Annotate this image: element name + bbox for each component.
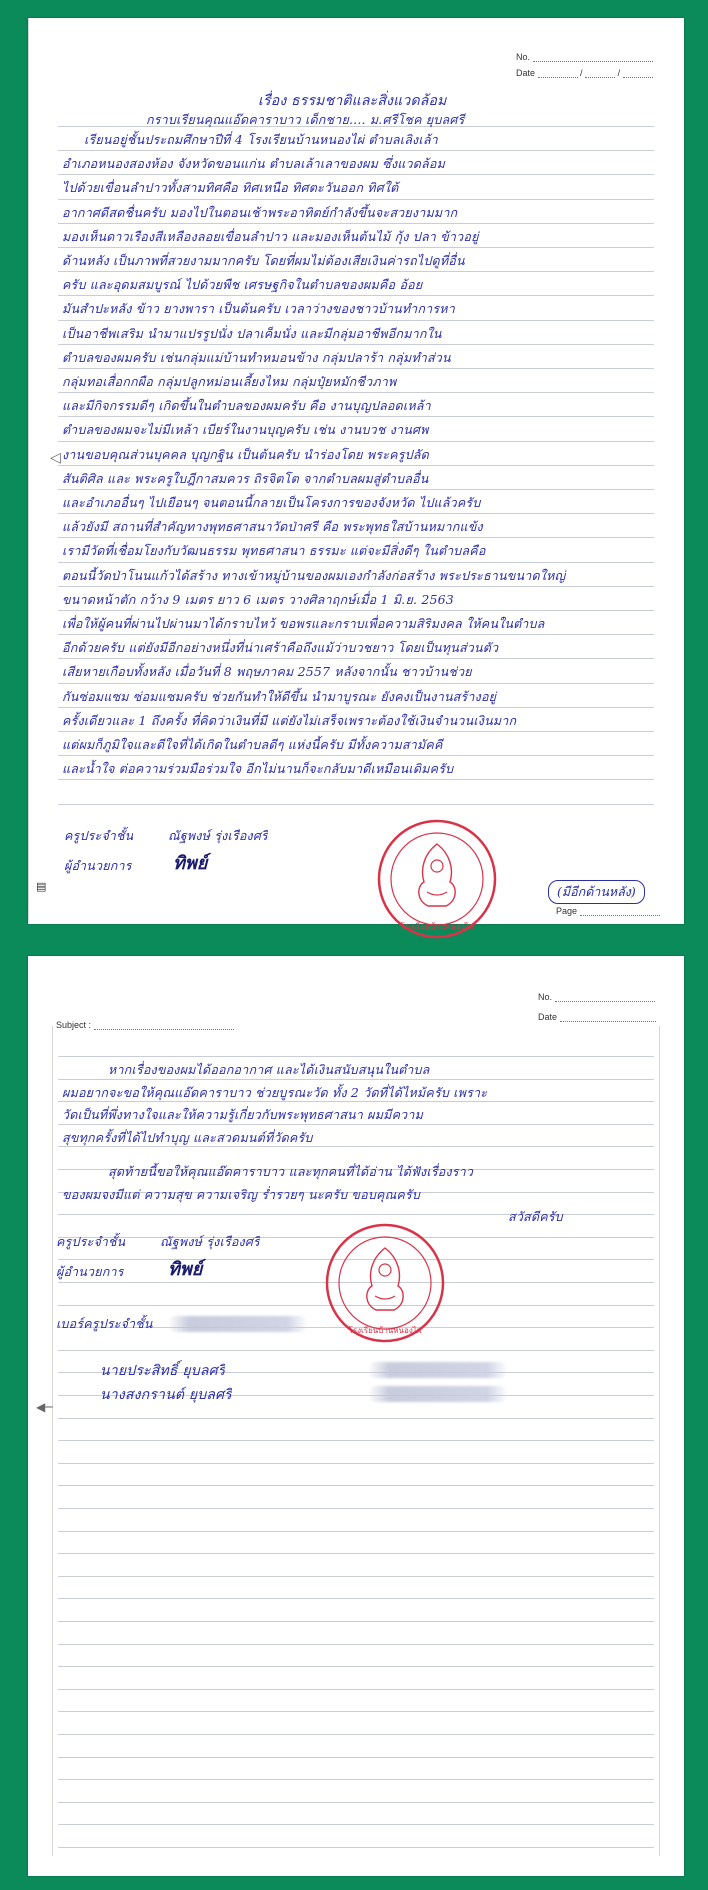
rule-line	[58, 683, 654, 684]
body-line: เรียนอยู่ชั้นประถมศึกษาปีที่ 4 โรงเรียนบ้านหนองไผ่ ตำบลเลิงเล้า	[84, 132, 438, 147]
body-line: ไปด้วยเขื่อนลำปาวทั้งสามทิศคือ ทิศเหนือ ทิศตะวันออก ทิศใต้	[62, 180, 399, 196]
rule-line	[58, 634, 654, 635]
body-line: ครับ และอุดมสมบูรณ์ ไปด้วยพืช เศรษฐกิจในตำบลของผมคือ อ้อย	[62, 277, 423, 293]
school-seal-icon	[372, 814, 502, 944]
body-line: และมีกิจกรรมดีๆ เกิดขึ้นในตำบลของผมครับ คือ งานบุญปลอดเหล้า	[62, 398, 431, 414]
rule-line	[58, 755, 654, 756]
rule-line	[58, 1666, 654, 1667]
rule-line	[58, 1711, 654, 1712]
rule-line	[58, 1463, 654, 1464]
rule-line	[58, 465, 654, 466]
rule-line	[58, 416, 654, 417]
rule-line	[58, 1576, 654, 1577]
subject-label: Subject :	[56, 1020, 92, 1030]
body-line: อำเภอหนองสองห้อง จังหวัดขอนแก่น ตำบลเล้าเลาของผม ซึ่งแวดล้อม	[62, 156, 446, 172]
date-field	[538, 1012, 656, 1022]
seal-text: โรงเรียนบ้านหนองไผ่	[348, 1326, 422, 1335]
rule-line	[58, 1802, 654, 1803]
rule-line	[58, 1553, 654, 1554]
number-field	[538, 992, 655, 1002]
right-margin-line	[659, 1026, 660, 1856]
body-line: ตอนนี้วัดป่าโนนแก้วได้สร้าง ทางเข้าหมู่บ้านของผมเองกำลังก่อสร้าง พระประธานขนาดใหญ่	[62, 567, 566, 583]
teacher-label: ครูประจำชั้น	[64, 828, 134, 843]
body-line: กลุ่มทอเสื่อกกผือ กลุ่มปลูกหม่อนเลี้ยงไหม กลุ่มปุ๋ยหมักชีวภาพ	[62, 374, 397, 389]
body-line: เพื่อให้ผู้คนที่ผ่านไปผ่านมาได้กราบไหว้ ขอพรและกราบเพื่อความสิริมงคล ให้คนในตำบล	[62, 616, 545, 631]
rule-line	[58, 1824, 654, 1825]
rule-line	[58, 1847, 654, 1848]
letter-page-2	[28, 956, 684, 1876]
date-separator: /	[617, 68, 621, 78]
rule-line	[58, 295, 654, 296]
rule-line	[58, 707, 654, 708]
rule-line	[58, 1644, 654, 1645]
body-line: ด้านหลัง เป็นภาพที่สวยงามมากครับ โดยที่ผมไม่ต้องเสียเงินค่ารถไปดูที่อื่น	[62, 253, 465, 268]
page-field	[556, 906, 660, 916]
director-signature: ทิพย์	[168, 1259, 203, 1280]
letter-title: เรื่อง ธรรมชาติและสิ่งแวดล้อม	[258, 93, 447, 109]
rule-line	[58, 344, 654, 345]
director-signature: ทิพย์	[173, 853, 208, 874]
subject-field	[56, 1020, 234, 1030]
previous-arrow-icon: ◁	[50, 450, 61, 466]
body-line: สุขทุกครั้งที่ได้ไปทำบุญ และสวดมนต์ที่วัดครับ	[62, 1129, 313, 1145]
continued-note: (มีอีกด้านหลัง)	[548, 880, 645, 904]
body-line: ตำบลของผมจะไม่มีเหล้า เบียร์ในงานบุญครับ เช่น งานบวช งานศพ	[62, 422, 429, 438]
left-margin-line	[52, 1026, 53, 1856]
number-field	[516, 52, 653, 62]
redacted-phone	[368, 1386, 508, 1402]
rule-line	[58, 610, 654, 611]
teacher-name: ณัฐพงษ์ รุ่งเรืองศรี	[160, 1234, 260, 1249]
body-line: หากเรื่องของผมได้ออกอากาศ และได้เงินสนับสนุนในตำบล	[108, 1062, 430, 1077]
date-separator: /	[580, 68, 583, 78]
rule-line	[58, 1056, 654, 1057]
body-line: แต่ผมก็ภูมิใจและดีใจที่ได้เกิดในตำบลดีๆ แห่งนี้ครับ มีทั้งความสามัคคี	[62, 737, 443, 752]
body-line: เป็นอาชีพเสริม นำมาแปรรูปนั่ง ปลาเค็มนั่ง และมีกลุ่มอาชีพอีกมากใน	[62, 325, 442, 341]
rule-line	[58, 1621, 654, 1622]
rule-line	[58, 392, 654, 393]
rule-line	[58, 779, 654, 780]
body-line: อีกด้วยครับ แต่ยังมีอีกอย่างหนึ่งที่น่าเศร้าคือถึงแม้ว่าบวชยาว โดยเป็นทุนส่วนตัว	[62, 640, 499, 656]
body-line: วัดเป็นที่พึ่งทางใจและให้ความรู้เกี่ยวกับพระพุทธศาสนา ผมมีความ	[62, 1107, 424, 1123]
teacher-name: ณัฐพงษ์ รุ่งเรืองศรี	[168, 828, 268, 843]
book-icon: ▤	[36, 880, 47, 893]
rule-line	[58, 199, 654, 200]
body-line: และอำเภออื่นๆ ไปเยือนๆ จนตอนนี้กลายเป็นโครงการของจังหวัด ไปแล้วครับ	[62, 495, 481, 510]
rule-line	[58, 586, 654, 587]
closing-line: ของผมจงมีแต่ ความสุข ความเจริญ ร่ำรวยๆ นะครับ ขอบคุณครับ	[62, 1186, 420, 1202]
rule-line	[58, 513, 654, 514]
rule-line	[58, 537, 654, 538]
school-seal-icon	[320, 1218, 450, 1348]
body-line: กันซ่อมแซม ซ่อมแซมครับ ช่วยกันทำให้ดีขึ้น นำมาบูรณะ ยังคงเป็นงานสร้างอยู่	[62, 688, 497, 704]
rule-line	[58, 223, 654, 224]
rule-line	[58, 247, 654, 248]
director-label: ผู้อำนวยการ	[64, 858, 132, 873]
body-line: อากาศดีสดชื่นครับ มองไปในตอนเช้าพระอาทิตย์กำลังขึ้นจะสวยงามมาก	[62, 204, 458, 220]
body-line: ผมอยากจะขอให้คุณแอ๊ดคาราบาว ช่วยบูรณะวัด ทั้ง 2 วัดที่ได้ไหม้ครับ เพราะ	[62, 1084, 488, 1100]
rule-line	[58, 489, 654, 490]
rule-line	[58, 271, 654, 272]
closing-line: สุดท้ายนี้ขอให้คุณแอ๊ดคาราบาว และทุกคนที่ได้อ่าน ได้ฟังเรื่องราว	[108, 1164, 474, 1179]
number-label: No.	[516, 52, 531, 62]
body-line: ขนาดหน้าตัก กว้าง 9 เมตร ยาว 6 เมตร วางศิลาฤกษ์เมื่อ 1 มิ.ย. 2563	[62, 591, 454, 607]
rule-line	[58, 150, 654, 151]
left-arrow-icon: ◀─	[36, 1400, 53, 1414]
body-line: และน้ำใจ ต่อความร่วมมือร่วมใจ อีกไม่นานก็จะกลับมาดีเหมือนเดิมครับ	[62, 761, 454, 777]
body-line: แล้วยังมี สถานที่สำคัญทางพุทธศาสนาวัดป่าศรี คือ พระพุทธใสบ้านหมากแข้ง	[62, 519, 483, 535]
rule-line	[58, 1418, 654, 1419]
rule-line	[58, 1598, 654, 1599]
seal-text: โรงเรียนบ้านหนองไผ่	[400, 922, 474, 931]
date-label: Date	[538, 1012, 558, 1022]
page-edge	[28, 18, 29, 924]
phone-label: เบอร์ครูประจำชั้น	[56, 1316, 153, 1331]
body-line: มองเห็นดาวเรืองสีเหลืองลอยเขื่อนลำปาว และมองเห็นต้นไม้ กุ้ง ปลา ข้าวอยู่	[62, 228, 479, 244]
redacted-phone	[168, 1316, 308, 1332]
number-label: No.	[538, 992, 553, 1002]
letter-salutation: กราบเรียนคุณแอ๊ดคาราบาว เด็กชาย.... ม.ศรีโชค ยุบลศรี	[146, 112, 465, 127]
body-line: ครั้งเดียวและ 1 ถึงครั้ง ที่คิดว่าเงินที่มี แต่ยังไม่เสร็จเพราะต้องใช้เงินจำนวนเงินมาก	[62, 712, 517, 728]
rule-line	[58, 1531, 654, 1532]
rule-line	[58, 804, 654, 805]
body-line: ตำบลของผมครับ เช่นกลุ่มแม่บ้านทำหมอนข้าง กลุ่มปลาร้า กลุ่มทำส่วน	[62, 349, 451, 365]
rule-line	[58, 1485, 654, 1486]
rule-line	[58, 174, 654, 175]
rule-line	[58, 1689, 654, 1690]
rule-line	[58, 1779, 654, 1780]
parent-name-2: นางสงกรานต์ ยุบลศรี	[100, 1387, 232, 1403]
rule-line	[58, 1440, 654, 1441]
rule-line	[58, 1757, 654, 1758]
body-line: เสียหายเกือบทั้งหลัง เมื่อวันที่ 8 พฤษภาคม 2557 หลังจากนั้น ชาวบ้านช่วย	[62, 664, 472, 680]
rule-line	[58, 441, 654, 442]
redacted-phone	[368, 1362, 508, 1378]
rule-line	[58, 368, 654, 369]
date-field	[516, 68, 653, 78]
date-label: Date	[516, 68, 536, 78]
body-line: มันสำปะหลัง ข้าว ยางพารา เป็นต้นครับ เวลาว่างของชาวบ้านทำการหา	[62, 301, 455, 317]
rule-line	[58, 658, 654, 659]
rule-line	[58, 1734, 654, 1735]
rule-line	[58, 731, 654, 732]
closing-line: สวัสดีครับ	[508, 1209, 563, 1225]
rule-line	[58, 1508, 654, 1509]
rule-line	[58, 320, 654, 321]
page-label: Page	[556, 906, 578, 916]
body-line: เรามีวัดที่เชื่อมโยงกับวัฒนธรรม พุทธศาสนา ธรรมะ แต่จะมีสิ่งดีๆ ในตำบลคือ	[62, 543, 486, 559]
teacher-label: ครูประจำชั้น	[56, 1234, 126, 1249]
body-line: งานขอบคุณส่วนบุคคล บุญกฐิน เป็นต้นครับ นำร่องโดย พระครูปลัด	[62, 446, 429, 462]
parent-name-1: นายประสิทธิ์ ยุบลศรี	[100, 1363, 226, 1379]
letter-page-1	[28, 18, 684, 931]
director-label: ผู้อำนวยการ	[56, 1264, 124, 1279]
rule-line	[58, 1350, 654, 1351]
rule-line	[58, 562, 654, 563]
body-line: สันติศิล และ พระครูใบฎีกาสมควร ถิรจิตโต จากตำบลผมสู่ตำบลอื่น	[62, 470, 429, 486]
